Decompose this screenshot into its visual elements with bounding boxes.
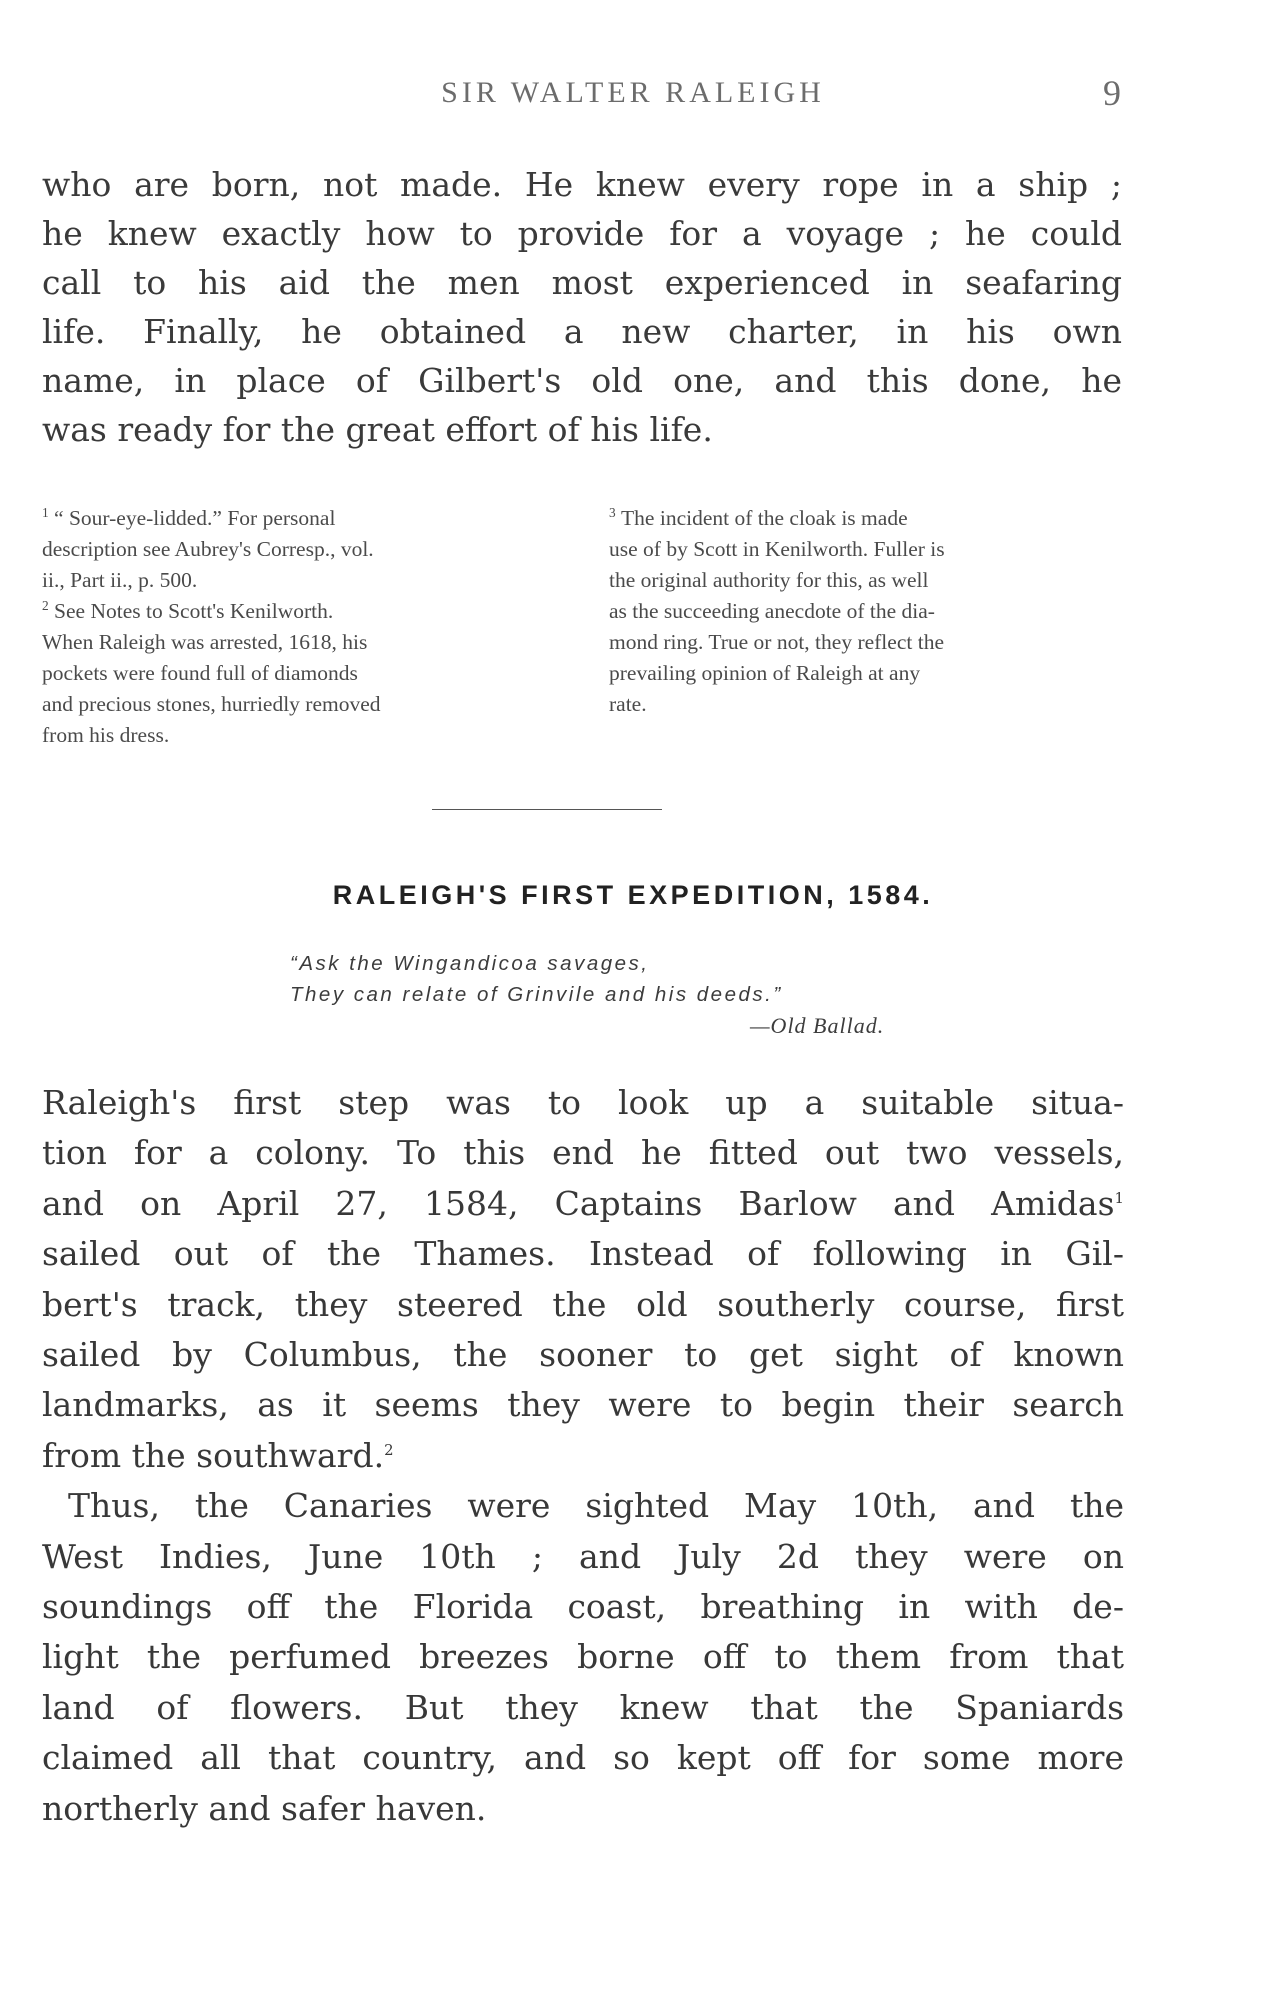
epigraph-line: “Ask the Wingandicoa savages, (290, 952, 650, 975)
text-line: from the southward. (42, 1435, 385, 1475)
footnote-line: and precious stones, hurriedly removed (42, 692, 381, 716)
text-line: claimed all that country, and so kept off for some more (42, 1738, 1124, 1778)
text-line: and on April 27, 1584, Captains Barlow and Amidas (42, 1183, 1115, 1223)
section-heading: RALEIGH'S FIRST EXPEDITION, 1584. (332, 880, 934, 910)
footnote-line: from his dress. (42, 723, 170, 747)
text-line: soundings off the Florida coast, breathing in with de- (42, 1587, 1124, 1627)
text-line: life. Finally, he obtained a new charter, in his own (42, 312, 1122, 351)
footnotes-left-column (42, 503, 557, 751)
text-line: West Indies, June 10th ; and July 2d they were on (42, 1536, 1124, 1576)
footnote-3 (609, 503, 1124, 720)
footnote-line: rate. (609, 692, 647, 716)
footnote-line: prevailing opinion of Raleigh at any (609, 661, 921, 685)
text-line: who are born, not made. He knew every rope in a ship ; (42, 165, 1122, 204)
continued-paragraph (42, 160, 1122, 454)
text-line: landmarks, as it seems they were to begin their search (42, 1385, 1124, 1425)
running-title: SIR WALTER RALEIGH (441, 76, 825, 109)
text-line: land of flowers. But they knew that the Spaniards (42, 1687, 1124, 1727)
text-line: name, in place of Gilbert's old one, and this done, he (42, 361, 1122, 400)
epigraph-line: They can relate of Grinvile and his deeds.” (290, 983, 783, 1006)
page-number: 9 (1103, 73, 1121, 113)
note-marker: 1 (1114, 1188, 1124, 1207)
footnotes-right-column (609, 503, 1124, 720)
note-marker: 2 (384, 1440, 394, 1459)
footnote-marker: 2 (42, 597, 49, 613)
text-line: sailed out of the Thames. Instead of following in Gil- (42, 1234, 1124, 1274)
text-line: Thus, the Canaries were sighted May 10th, and the (68, 1486, 1124, 1526)
text-line: light the perfumed breezes borne off to them from that (42, 1637, 1124, 1677)
footnote-line: mond ring. True or not, they reflect the (609, 630, 944, 654)
text-line: call to his aid the men most experienced in seafaring (42, 263, 1122, 302)
footnote-1 (42, 503, 557, 596)
text-line: he knew exactly how to provide for a voyage ; he could (42, 214, 1122, 253)
footnote-line: use of by Scott in Kenilworth. Fuller is (609, 537, 945, 561)
text-line: tion for a colony. To this end he fitted out two vessels, (42, 1133, 1124, 1173)
text-line: was ready for the great effort of his life. (42, 410, 713, 449)
footnote-marker: 1 (42, 504, 49, 520)
footnote-line: The incident of the cloak is made (621, 506, 908, 530)
footnote-line: as the succeeding anecdote of the dia- (609, 599, 935, 623)
main-paragraph (42, 1078, 1124, 1834)
epigraph (290, 948, 990, 1041)
footnote-line: description see Aubrey's Corresp., vol. (42, 537, 374, 561)
text-line: Raleigh's first step was to look up a suitable situa- (42, 1083, 1124, 1122)
footnote-line: When Raleigh was arrested, 1618, his (42, 630, 368, 654)
page-header (0, 72, 1266, 112)
section-divider (432, 809, 662, 810)
footnote-line: See Notes to Scott's Kenilworth. (54, 599, 334, 623)
text-line: northerly and safer haven. (42, 1788, 487, 1828)
footnote-line: pockets were found full of diamonds (42, 661, 358, 685)
footnote-2 (42, 596, 557, 751)
footnote-line: the original authority for this, as well (609, 568, 929, 592)
epigraph-source: —Old Ballad. (750, 1013, 885, 1038)
footnote-line: “ Sour-eye-lidded.” For personal (54, 506, 336, 530)
text-line: bert's track, they steered the old southerly course, first (42, 1284, 1124, 1324)
footnote-marker: 3 (609, 504, 616, 520)
footnote-line: ii., Part ii., p. 500. (42, 568, 198, 592)
text-line: sailed by Columbus, the sooner to get sight of known (42, 1335, 1124, 1375)
